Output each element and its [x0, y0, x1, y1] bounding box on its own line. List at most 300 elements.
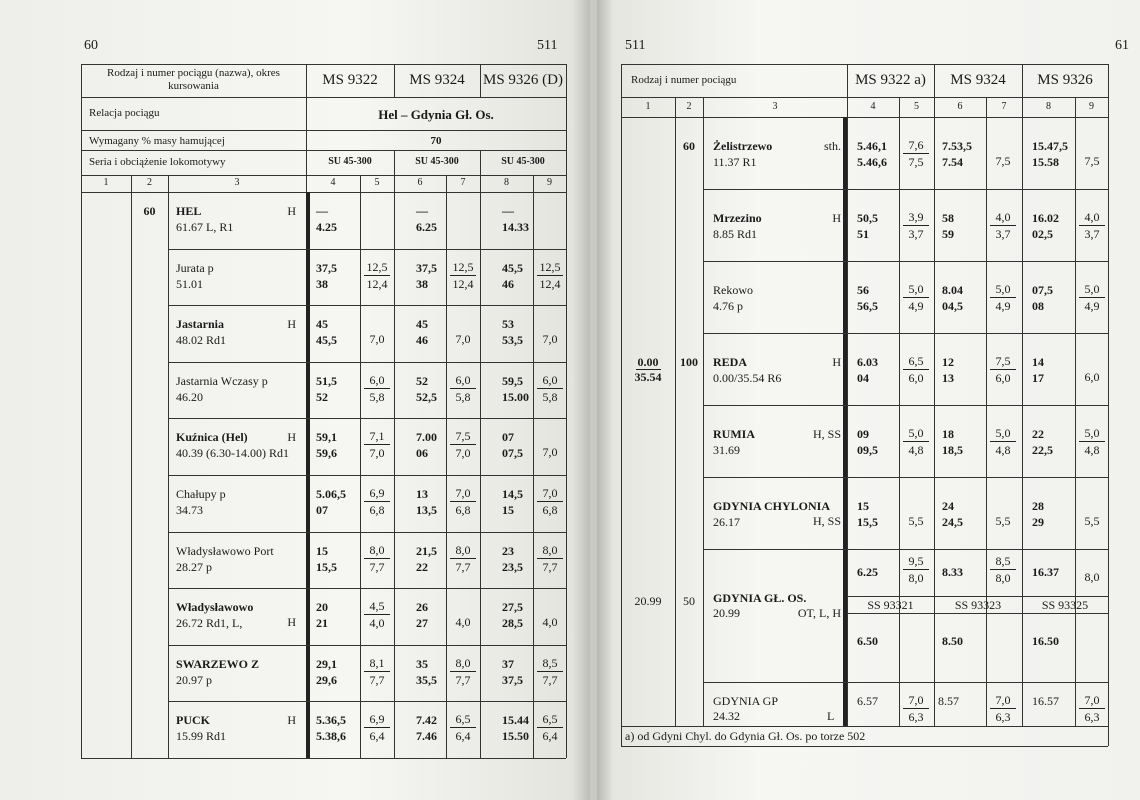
- time-value: 7.53,5: [942, 139, 972, 153]
- running-time: [450, 487, 476, 516]
- column-number: 7: [1001, 101, 1007, 112]
- station-km: 15.99 Rd1: [176, 728, 227, 743]
- rule-line: [168, 475, 566, 476]
- time-value: 09,5: [857, 443, 878, 457]
- fraction-denominator: 3,7: [1084, 227, 1100, 241]
- column-number: 6: [957, 101, 963, 112]
- station-name: Władysławowo: [176, 600, 254, 614]
- fraction-denominator: 6,3: [1084, 710, 1100, 724]
- time-value: 23,5: [502, 560, 523, 574]
- time-value: 27: [416, 616, 428, 630]
- station-row: [176, 374, 296, 405]
- fraction-numerator: 8,1: [364, 657, 390, 672]
- station-km: 61.67 L, R1: [176, 219, 234, 234]
- fraction-numerator: 6,5: [537, 713, 563, 728]
- station-km: 4.76 p: [713, 298, 743, 313]
- fraction-numerator: 12,5: [537, 261, 563, 276]
- station-code: H: [287, 713, 296, 727]
- rule-line: [847, 64, 848, 726]
- time-value: 52,5: [416, 390, 437, 404]
- fraction-numerator: 8,0: [364, 544, 390, 559]
- running-time: 8,0: [1084, 570, 1100, 584]
- time-value: 04: [857, 371, 869, 385]
- time-value: 07,5: [502, 446, 523, 460]
- fraction-numerator: 9,5: [903, 555, 929, 570]
- station-row: [176, 544, 296, 575]
- time-value: 6.57: [857, 694, 878, 708]
- station-row: [176, 430, 296, 461]
- rule-line: [81, 64, 566, 65]
- running-time: 5,5: [1084, 514, 1100, 528]
- running-time: [990, 555, 1016, 584]
- right-page: [597, 0, 1140, 800]
- fraction-denominator: 4,9: [1084, 299, 1100, 313]
- station-name: SWARZEWO Z: [176, 657, 260, 671]
- time-value: 23: [502, 544, 514, 558]
- time-value: 53: [502, 317, 514, 331]
- fraction-denominator: 6,3: [995, 710, 1011, 724]
- rule-line: [168, 532, 566, 533]
- time-value: 15,5: [316, 560, 337, 574]
- station-name: Żelistrzewo: [713, 139, 773, 153]
- time-value: 06: [416, 446, 428, 460]
- fraction-numerator: 5,0: [903, 427, 929, 442]
- fraction-numerator: 6,5: [450, 713, 476, 728]
- station-km: 20.97 p: [176, 672, 212, 687]
- running-time: 4,0: [542, 615, 558, 629]
- rule-line: [81, 150, 566, 151]
- time-value: 15,5: [857, 515, 878, 529]
- fraction-numerator: 8,0: [450, 657, 476, 672]
- fraction-denominator: 8,0: [995, 571, 1011, 585]
- running-time: [364, 430, 390, 459]
- time-value: 38: [316, 277, 328, 291]
- time-value: 07,5: [1032, 283, 1053, 297]
- running-time: 7,5: [995, 154, 1011, 168]
- fraction-denominator: 7,5: [908, 155, 924, 169]
- arrival-time: 6.25: [857, 565, 878, 579]
- running-time: [990, 283, 1016, 312]
- rule-line: [847, 596, 1108, 597]
- rule-line: [621, 726, 1108, 727]
- rule-line: [621, 97, 1108, 98]
- station-km: 46.20: [176, 389, 203, 404]
- page-number-left: 60: [84, 38, 98, 53]
- rule-line: [934, 64, 935, 726]
- running-time: [537, 487, 563, 516]
- fraction-numerator: 6,9: [364, 713, 390, 728]
- station-row: [713, 211, 841, 242]
- station-code: H, SS: [812, 514, 841, 528]
- fraction-numerator: 7,0: [990, 694, 1016, 709]
- rule-line: [621, 117, 1108, 118]
- station-name: GDYNIA GŁ. OS.: [713, 591, 807, 605]
- time-value: 56,5: [857, 299, 878, 313]
- km-junction: [621, 355, 675, 384]
- fraction-numerator: 12,5: [450, 261, 476, 276]
- rule-line: [168, 362, 566, 363]
- fraction-numerator: 7,5: [450, 430, 476, 445]
- running-time: [537, 261, 563, 290]
- running-time: [903, 694, 929, 723]
- time-value: 59: [942, 227, 954, 241]
- time-value: 18: [942, 427, 954, 441]
- station-km: 28.27 p: [176, 559, 212, 574]
- train-number-continuation: SS 93321: [867, 598, 914, 612]
- header-train-number: MS 9324: [409, 72, 465, 88]
- time-value: 45,5: [316, 333, 337, 347]
- time-value: 4.25: [316, 220, 337, 234]
- time-value: 14,5: [502, 487, 523, 501]
- column-number: 9: [1089, 101, 1094, 112]
- km-value: 20.99: [634, 594, 662, 608]
- running-time: [364, 374, 390, 403]
- fraction-denominator: 4,9: [908, 299, 924, 313]
- station-code: H: [287, 430, 296, 444]
- time-value: 07: [502, 430, 514, 444]
- fraction-denominator: 3,7: [908, 227, 924, 241]
- fraction-numerator: 6,0: [364, 374, 390, 389]
- fraction-numerator: 12,5: [364, 261, 390, 276]
- time-value: 14: [1032, 355, 1044, 369]
- station-code: H: [832, 211, 841, 225]
- fraction-denominator: 6,8: [542, 503, 558, 517]
- time-value: —: [502, 204, 514, 218]
- rule-line: [168, 588, 566, 589]
- rule-line: [131, 175, 132, 758]
- fraction-denominator: 4,8: [908, 443, 924, 457]
- fraction-denominator: 4,8: [995, 443, 1011, 457]
- time-value: 6.25: [416, 220, 437, 234]
- rule-line: [675, 97, 676, 726]
- fraction-numerator: 8,0: [537, 544, 563, 559]
- station-km: 48.02 Rd1: [176, 332, 227, 347]
- time-value: 52: [316, 390, 328, 404]
- station-code: H, SS: [812, 427, 841, 441]
- station-row: [176, 657, 296, 688]
- header-train-kind: Rodzaj i numer pociągu (nazwa), okres kursowania: [107, 67, 280, 92]
- time-value: 26: [416, 600, 428, 614]
- station-km: 51.01: [176, 276, 203, 291]
- rule-line: [703, 682, 1108, 683]
- speed-limit: 50: [683, 594, 695, 608]
- fraction-denominator: 7,7: [369, 560, 385, 574]
- time-value: 8.04: [942, 283, 963, 297]
- fraction-numerator: 5,0: [990, 427, 1016, 442]
- station-name: Mrzezino: [713, 211, 762, 225]
- station-name: HEL: [176, 204, 202, 218]
- fraction-denominator: 12,4: [452, 277, 474, 291]
- time-value: 16.57: [1032, 694, 1059, 708]
- time-value: 27,5: [502, 600, 523, 614]
- rule-line: [847, 613, 1108, 614]
- rule-line: [703, 549, 1108, 550]
- station-row: [713, 499, 841, 530]
- page-number-right-inner: 511: [625, 38, 646, 53]
- time-value: 58: [942, 211, 954, 225]
- time-value: 07: [316, 503, 328, 517]
- fraction-numerator: 5,0: [1079, 427, 1105, 442]
- column-number: 2: [147, 177, 152, 188]
- running-time: [450, 657, 476, 686]
- running-time: [990, 355, 1016, 384]
- fraction-denominator: 8,0: [908, 571, 924, 585]
- rule-line: [81, 758, 566, 759]
- time-value: 21,5: [416, 544, 437, 558]
- rule-line: [621, 64, 1108, 65]
- running-time: [450, 544, 476, 573]
- time-value: 24: [942, 499, 954, 513]
- rule-line: [168, 305, 566, 306]
- station-name: Jastarnia Wczasy p: [176, 374, 268, 388]
- time-value: 08: [1032, 299, 1044, 313]
- time-value: 7.46: [416, 729, 437, 743]
- time-value: 20: [316, 600, 328, 614]
- rule-line: [703, 333, 1108, 334]
- station-row: [176, 317, 296, 348]
- rule-line: [360, 175, 361, 758]
- station-code: sth.: [823, 139, 841, 153]
- running-time: [450, 713, 476, 742]
- running-time: 5,5: [908, 514, 924, 528]
- time-value: 53,5: [502, 333, 523, 347]
- fraction-numerator: 7,1: [364, 430, 390, 445]
- fraction-denominator: 12,4: [366, 277, 388, 291]
- time-value: 38: [416, 277, 428, 291]
- rule-line: [81, 175, 566, 176]
- speed-limit: 100: [680, 355, 698, 369]
- station-row: [713, 139, 841, 170]
- fraction-denominator: 6,3: [908, 710, 924, 724]
- rule-line: [703, 189, 1108, 190]
- station-name: Jurata p: [176, 261, 214, 275]
- running-time: [903, 355, 929, 384]
- fraction-denominator: 7,7: [455, 673, 471, 687]
- fraction-numerator: 7,0: [903, 694, 929, 709]
- station-name: Jastarnia: [176, 317, 224, 331]
- rule-line: [533, 175, 534, 758]
- fraction-denominator: 6,0: [995, 371, 1011, 385]
- column-number: 6: [417, 177, 423, 188]
- station-code: H: [287, 615, 296, 629]
- time-value: —: [416, 204, 428, 218]
- station-km: 20.99: [713, 606, 740, 620]
- time-value: 59,5: [502, 374, 523, 388]
- station-code: H: [287, 317, 296, 331]
- page-number-right: 61: [1115, 38, 1129, 53]
- time-value: 8.57: [938, 694, 959, 708]
- running-time: [1079, 427, 1105, 456]
- departure-time: 16.50: [1032, 634, 1059, 648]
- time-value: 59,1: [316, 430, 337, 444]
- station-row: [713, 283, 841, 314]
- time-value: 46: [416, 333, 428, 347]
- fraction-numerator: 7,0: [537, 487, 563, 502]
- fraction-numerator: 4,5: [364, 600, 390, 615]
- column-number: 3: [772, 101, 778, 112]
- fraction-denominator: 4,9: [995, 299, 1011, 313]
- fraction-denominator: 6,4: [455, 729, 471, 743]
- running-time: 5,5: [995, 514, 1011, 528]
- column-number: 8: [504, 177, 509, 188]
- fraction-denominator: 6,4: [542, 729, 558, 743]
- station-row: [176, 261, 296, 292]
- time-value: 52: [416, 374, 428, 388]
- station-name: RUMIA: [713, 427, 755, 441]
- column-number: 1: [103, 177, 109, 188]
- fraction-numerator: 6,0: [450, 374, 476, 389]
- rule-line: [703, 405, 1108, 406]
- column-number: 4: [870, 101, 876, 112]
- station-km: 26.72 Rd1, L,: [176, 615, 243, 630]
- time-value: —: [316, 204, 328, 218]
- fraction-denominator: 4,0: [369, 616, 385, 630]
- departure-time: 6.50: [857, 634, 878, 648]
- fraction-denominator: 12,4: [539, 277, 561, 291]
- time-value: 09: [857, 427, 869, 441]
- station-name: Władysławowo Port: [176, 544, 274, 558]
- time-value: 46: [502, 277, 514, 291]
- rule-line: [1022, 64, 1023, 726]
- header-loco-series: SU 45-300: [328, 156, 372, 167]
- station-km: 34.73: [176, 502, 203, 517]
- header-train-number: MS 9326 (D): [482, 72, 563, 88]
- fraction-denominator: 6,0: [908, 371, 924, 385]
- column-number: 4: [330, 177, 336, 188]
- running-time: 4,0: [455, 615, 471, 629]
- time-value: 15.47,5: [1032, 139, 1068, 153]
- station-km: 26.17: [713, 514, 740, 529]
- header-relation-value: Hel – Gdynia Gł. Os.: [378, 107, 494, 122]
- fraction-numerator: 8,0: [450, 544, 476, 559]
- time-value: 02,5: [1032, 227, 1053, 241]
- header-brake-label: Wymagany % masy hamującej: [89, 135, 225, 147]
- time-value: 12: [942, 355, 954, 369]
- time-value: 22: [1032, 427, 1044, 441]
- station-row: [176, 204, 296, 235]
- running-time: [364, 544, 390, 573]
- rule-line: [566, 64, 567, 758]
- header-loco-label: Seria i obciążenie lokomotywy: [89, 156, 226, 168]
- running-time: [364, 657, 390, 686]
- time-value: 5.46,1: [857, 139, 887, 153]
- running-time: 7,0: [542, 332, 558, 346]
- rule-line: [1108, 64, 1109, 746]
- fraction-numerator: 5,0: [1079, 283, 1105, 298]
- time-value: 15.58: [1032, 155, 1059, 169]
- running-time: [990, 427, 1016, 456]
- time-value: 29: [1032, 515, 1044, 529]
- fraction-numerator: 7,6: [903, 139, 929, 154]
- time-value: 6.03: [857, 355, 878, 369]
- running-time: [903, 283, 929, 312]
- km-value: 0.00: [637, 355, 659, 369]
- rule-line: [394, 150, 395, 758]
- station-km: 40.39 (6.30-14.00) Rd1: [176, 445, 289, 460]
- arrival-time: 8.33: [942, 565, 963, 579]
- fraction-denominator: 6,8: [455, 503, 471, 517]
- header-train-number: MS 9324: [950, 72, 1006, 88]
- rule-line: [1075, 97, 1076, 726]
- rule-line: [81, 130, 566, 131]
- header-brake-value: 70: [430, 135, 442, 147]
- rule-line: [621, 64, 622, 746]
- time-value: 5.06,5: [316, 487, 346, 501]
- time-value: 7.00: [416, 430, 437, 444]
- station-km: 24.32: [713, 709, 740, 723]
- rule-line: [168, 701, 566, 702]
- fraction-denominator: 7,7: [369, 673, 385, 687]
- time-value: 37,5: [502, 673, 523, 687]
- station-km: 31.69: [713, 442, 740, 457]
- fraction-denominator: 3,7: [995, 227, 1011, 241]
- time-value: 50,5: [857, 211, 878, 225]
- header-train-number: MS 9326: [1037, 72, 1093, 88]
- column-number: 9: [547, 177, 552, 188]
- running-time: [450, 374, 476, 403]
- running-time: 7,0: [542, 445, 558, 459]
- train-number-continuation: SS 93323: [954, 598, 1002, 612]
- header-train-number: MS 9322 a): [855, 72, 926, 88]
- running-time: [450, 261, 476, 290]
- time-value: 17: [1032, 371, 1044, 385]
- station-code: L: [827, 709, 835, 723]
- running-time: [537, 544, 563, 573]
- arrival-time: 16.37: [1032, 565, 1059, 579]
- time-value: 56: [857, 283, 869, 297]
- fraction-numerator: 4,0: [990, 211, 1016, 226]
- fraction-denominator: 6,8: [369, 503, 385, 517]
- station-name: Kuźnica (Hel): [176, 430, 248, 444]
- time-value: 45: [416, 317, 428, 331]
- header-loco-series: SU 45-300: [415, 156, 459, 167]
- station-name: PUCK: [176, 713, 210, 727]
- rule-line: [986, 97, 987, 726]
- time-value: 18,5: [942, 443, 963, 457]
- running-time: [537, 657, 563, 686]
- train-number-continuation: SS 93325: [1041, 598, 1089, 612]
- time-value: 5.46,6: [857, 155, 887, 169]
- running-time: [903, 139, 929, 168]
- fraction-numerator: 3,9: [903, 211, 929, 226]
- fraction-denominator: 5,8: [542, 390, 558, 404]
- time-value: 28,5: [502, 616, 523, 630]
- time-value: 51: [857, 227, 869, 241]
- rule-line: [81, 64, 82, 758]
- time-value: 7.42: [416, 713, 437, 727]
- time-value: 28: [1032, 499, 1044, 513]
- time-value: 04,5: [942, 299, 963, 313]
- running-time: [364, 713, 390, 742]
- time-value: 15.44: [502, 713, 529, 727]
- time-value: 15: [857, 499, 869, 513]
- rule-line: [446, 175, 447, 758]
- time-value: 37,5: [416, 261, 437, 275]
- speed-limit: 60: [143, 204, 156, 218]
- running-time: [990, 694, 1016, 723]
- time-value: 7.54: [942, 155, 963, 169]
- footnote: a) od Gdyni Chyl. do Gdynia Gł. Os. po torze 502: [625, 729, 866, 743]
- fraction-numerator: 8,5: [537, 657, 563, 672]
- column-number: 1: [645, 101, 651, 112]
- station-km: 11.37 R1: [713, 154, 757, 169]
- time-value: 29,6: [316, 673, 337, 687]
- station-row: [176, 713, 296, 744]
- station-km: 8.85 Rd1: [713, 226, 758, 241]
- departure-time: 8.50: [942, 634, 963, 648]
- running-time: [903, 211, 929, 240]
- time-value: 51,5: [316, 374, 337, 388]
